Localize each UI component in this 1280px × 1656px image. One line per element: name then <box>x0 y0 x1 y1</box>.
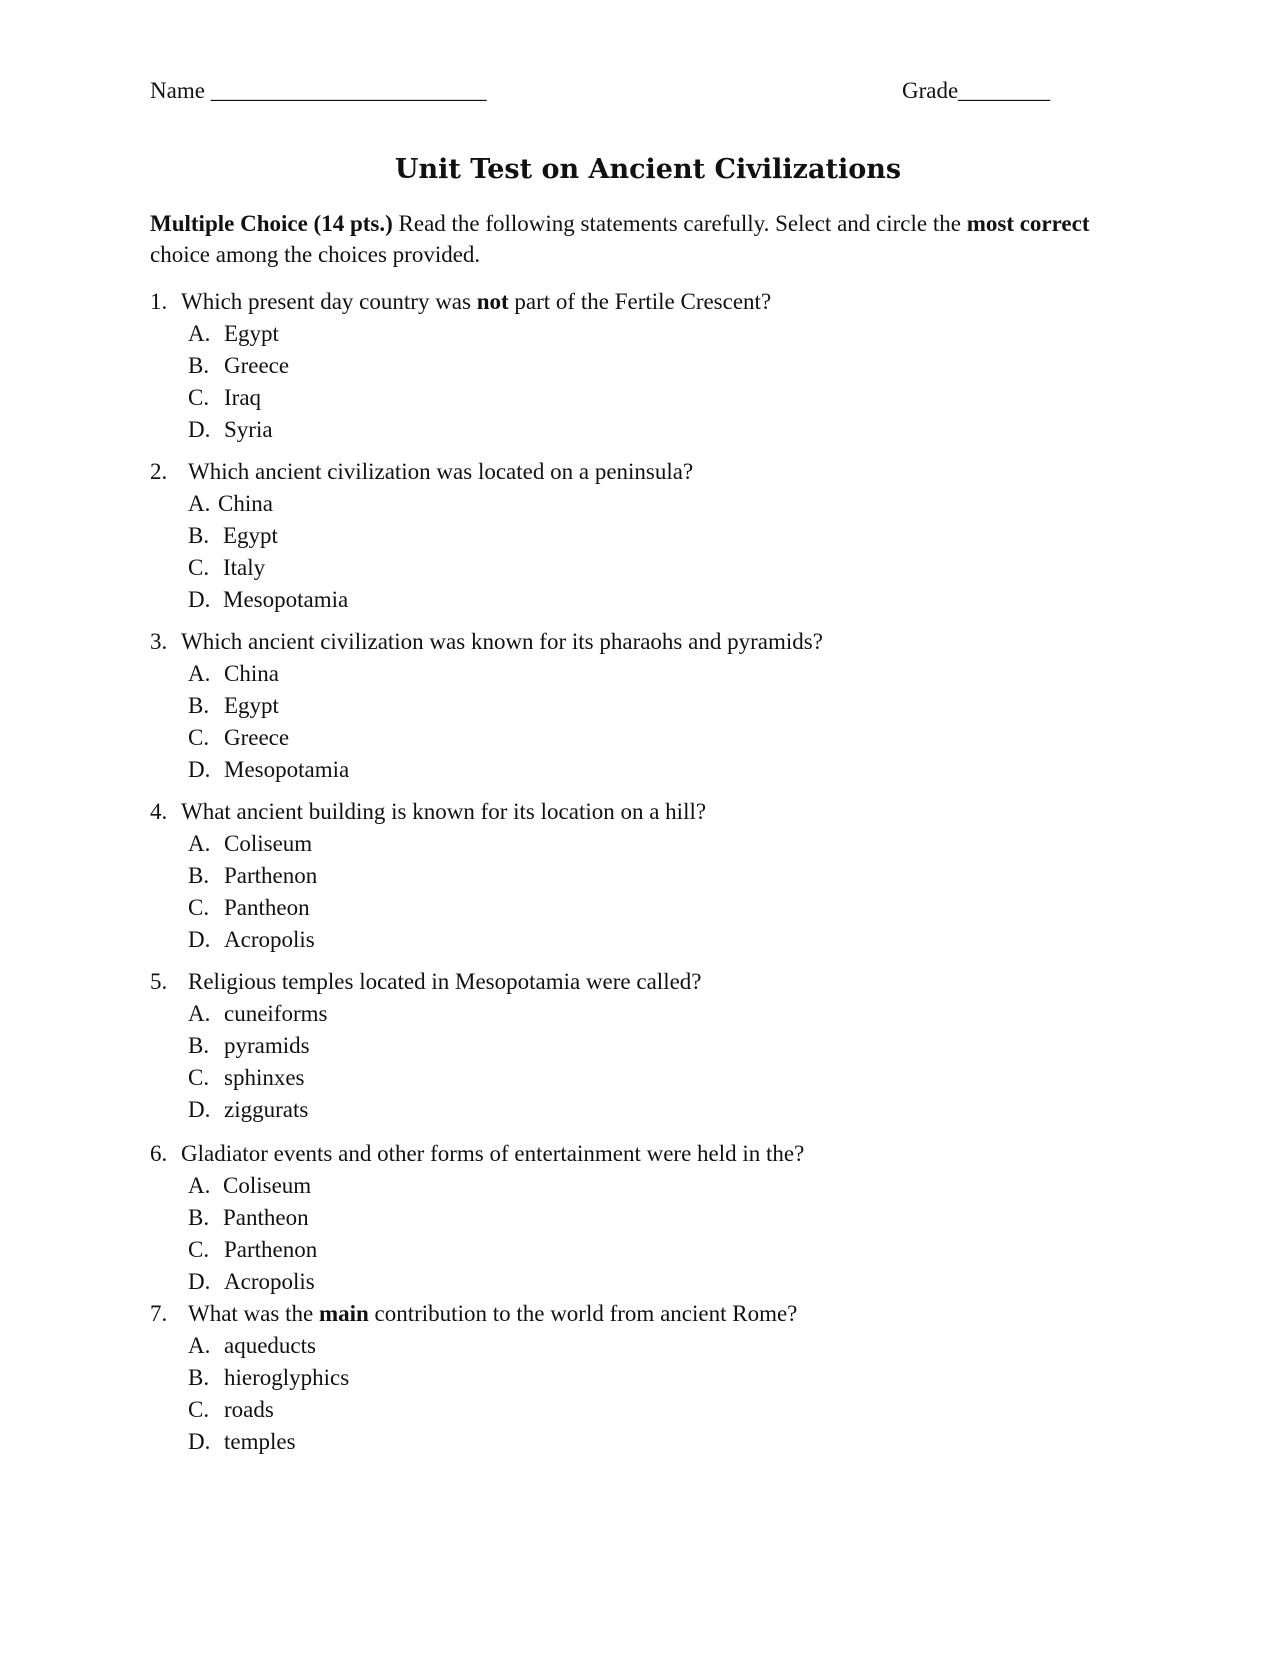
question-text: Which ancient civilization was located on a peninsula? <box>188 459 694 484</box>
question-number: 3. <box>150 629 168 654</box>
choice-letter: C. <box>188 1397 210 1422</box>
choice-3b[interactable] <box>188 690 279 722</box>
choice-letter: A. <box>188 1173 211 1198</box>
instructions-text-1: Read the following statements carefully. Select and circle the <box>392 211 967 236</box>
choice-4d[interactable] <box>188 924 315 956</box>
choice-letter: A. <box>188 491 211 516</box>
question-emphasis: not <box>476 289 509 314</box>
choice-6b[interactable] <box>188 1202 309 1234</box>
question-number: 7. <box>150 1301 168 1326</box>
choice-letter: A. <box>188 831 211 856</box>
choice-text: Acropolis <box>224 927 315 952</box>
choice-letter: D. <box>188 757 211 782</box>
section-label: Multiple Choice (14 pts.) <box>150 211 393 236</box>
question-3 <box>150 626 823 658</box>
choice-text: cuneiforms <box>224 1001 328 1026</box>
choice-letter: C. <box>188 385 210 410</box>
choice-text: Coliseum <box>223 1173 312 1198</box>
choice-3c[interactable] <box>188 722 289 754</box>
question-4 <box>150 796 706 828</box>
choice-7d[interactable] <box>188 1426 296 1458</box>
choice-letter: D. <box>188 927 211 952</box>
choice-letter: D. <box>188 1269 211 1294</box>
choice-text: China <box>224 661 279 686</box>
choice-4b[interactable] <box>188 860 317 892</box>
choice-7a[interactable] <box>188 1330 316 1362</box>
instructions <box>150 208 1110 270</box>
choice-7c[interactable] <box>188 1394 274 1426</box>
choice-letter: B. <box>188 1033 210 1058</box>
choice-text: Acropolis <box>224 1269 315 1294</box>
choice-1d[interactable] <box>188 414 273 446</box>
question-2 <box>150 456 693 488</box>
choice-text: Egypt <box>224 321 279 346</box>
choice-5c[interactable] <box>188 1062 305 1094</box>
choice-letter: D. <box>188 1097 211 1122</box>
choice-text: Mesopotamia <box>224 757 350 782</box>
choice-letter: D. <box>188 587 211 612</box>
choice-letter: B. <box>188 863 210 888</box>
choice-letter: D. <box>188 417 211 442</box>
choice-3a[interactable] <box>188 658 279 690</box>
choice-4a[interactable] <box>188 828 312 860</box>
choice-text: Parthenon <box>224 1237 318 1262</box>
choice-5d[interactable] <box>188 1094 308 1126</box>
choice-2c[interactable] <box>188 552 265 584</box>
choice-text: temples <box>224 1429 296 1454</box>
instructions-text-2: choice among the choices provided. <box>150 242 481 267</box>
choice-4c[interactable] <box>188 892 310 924</box>
choice-text: Egypt <box>224 693 279 718</box>
choice-3d[interactable] <box>188 754 349 786</box>
choice-text: ziggurats <box>224 1097 309 1122</box>
choice-letter: B. <box>188 693 210 718</box>
choice-letter: C. <box>188 555 210 580</box>
choice-1a[interactable] <box>188 318 279 350</box>
choice-1b[interactable] <box>188 350 289 382</box>
choice-text: Syria <box>224 417 273 442</box>
choice-text: Greece <box>224 353 290 378</box>
choice-text: pyramids <box>224 1033 310 1058</box>
page-title: Unit Test on Ancient Civilizations <box>394 154 902 185</box>
question-text-end: part of the Fertile Crescent? <box>508 289 772 314</box>
choice-2b[interactable] <box>188 520 278 552</box>
choice-7b[interactable] <box>188 1362 349 1394</box>
question-number: 6. <box>150 1141 168 1166</box>
choice-text: Pantheon <box>223 1205 309 1230</box>
question-text: Which present day country was <box>181 289 477 314</box>
choice-text: hieroglyphics <box>224 1365 350 1390</box>
question-number: 2. <box>150 459 168 484</box>
choice-letter: A. <box>188 321 211 346</box>
choice-2d[interactable] <box>188 584 348 616</box>
choice-letter: C. <box>188 1065 210 1090</box>
choice-6d[interactable] <box>188 1266 315 1298</box>
choice-text: roads <box>224 1397 274 1422</box>
choice-letter: B. <box>188 523 210 548</box>
question-number: 4. <box>150 799 168 824</box>
choice-letter: A. <box>188 661 211 686</box>
question-1 <box>150 286 771 318</box>
choice-letter: B. <box>188 1205 210 1230</box>
question-text: What ancient building is known for its location on a hill? <box>181 799 707 824</box>
question-text: Religious temples located in Mesopotamia were called? <box>188 969 702 994</box>
question-6 <box>150 1138 804 1170</box>
question-5 <box>150 966 702 998</box>
choice-text: Egypt <box>223 523 278 548</box>
choice-text: Pantheon <box>224 895 310 920</box>
choice-text: Italy <box>223 555 266 580</box>
choice-letter: C. <box>188 1237 210 1262</box>
choice-letter: C. <box>188 895 210 920</box>
choice-6a[interactable] <box>188 1170 311 1202</box>
instructions-emphasis: most correct <box>966 211 1090 236</box>
choice-letter: D. <box>188 1429 211 1454</box>
choice-text: Iraq <box>224 385 262 410</box>
question-number: 1. <box>150 289 168 314</box>
question-text: Gladiator events and other forms of entertainment were held in the? <box>181 1141 805 1166</box>
choice-letter: B. <box>188 353 210 378</box>
choice-letter: B. <box>188 1365 210 1390</box>
choice-text: aqueducts <box>224 1333 316 1358</box>
question-text: Which ancient civilization was known for its pharaohs and pyramids? <box>181 629 823 654</box>
choice-text: Coliseum <box>224 831 313 856</box>
choice-letter: C. <box>188 725 210 750</box>
question-emphasis: main <box>318 1301 369 1326</box>
choice-5b[interactable] <box>188 1030 310 1062</box>
choice-1c[interactable] <box>188 382 261 414</box>
grade-field-label: Grade________ <box>902 78 1051 103</box>
choice-letter: A. <box>188 1001 211 1026</box>
choice-6c[interactable] <box>188 1234 317 1266</box>
choice-text: Parthenon <box>224 863 318 888</box>
question-text: What was the <box>188 1301 319 1326</box>
question-number: 5. <box>150 969 168 994</box>
choice-text: sphinxes <box>224 1065 305 1090</box>
choice-text: Mesopotamia <box>223 587 349 612</box>
question-text-end: contribution to the world from ancient Rome? <box>368 1301 798 1326</box>
question-7 <box>150 1298 797 1330</box>
choice-letter: A. <box>188 1333 211 1358</box>
choice-2a[interactable] <box>188 488 273 520</box>
choice-text: China <box>218 491 273 516</box>
name-field-label: Name ________________________ <box>150 78 487 103</box>
choice-5a[interactable] <box>188 998 327 1030</box>
choice-text: Greece <box>224 725 290 750</box>
